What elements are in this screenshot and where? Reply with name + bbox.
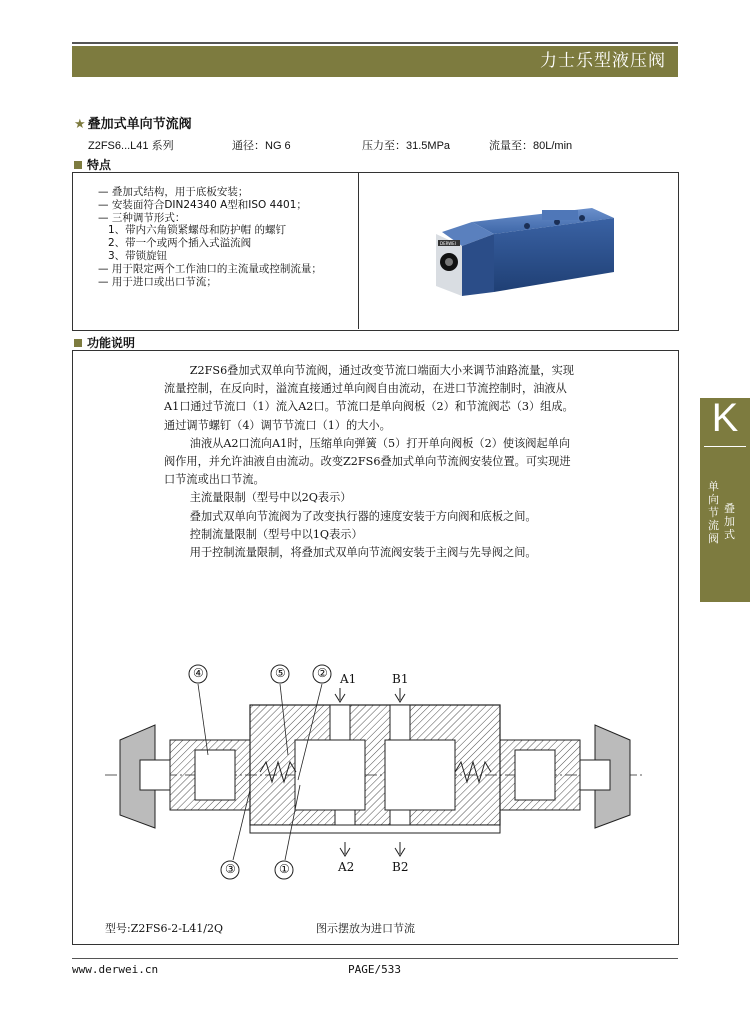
product-title-text: 叠加式单向节流阀 bbox=[87, 117, 192, 132]
star-icon: ★ bbox=[74, 117, 86, 132]
model-caption: 型号:Z2FS6-2-L41/2Q bbox=[105, 922, 223, 935]
port-b2: B2 bbox=[392, 860, 409, 874]
feature-item: 1、带内六角锁紧螺母和防护帽 的螺钉 bbox=[108, 224, 287, 237]
header-rule bbox=[72, 42, 678, 44]
callout-2: ② bbox=[317, 666, 328, 680]
feature-item: 3、带锁旋钮 bbox=[108, 249, 168, 262]
diagram-note: 图示摆放为进口节流 bbox=[316, 922, 415, 935]
side-section-tab bbox=[700, 398, 750, 602]
footer-rule bbox=[72, 958, 678, 959]
footer-url: www.derwei.cn bbox=[72, 963, 159, 976]
side-tab-col1: 单向节流阀 bbox=[708, 480, 719, 545]
valve-photo bbox=[432, 200, 622, 300]
photo-label: DERWEI bbox=[440, 241, 456, 246]
product-title bbox=[74, 113, 192, 132]
function-paragraph: Z2FS6叠加式双单向节流阀，通过改变节流口端面大小来调节油路流量，实现流量控制，在反向时，溢流直接通过单向阀自由流动，在进口节流控制时，油液从A1口通过节流口（1）流入A2口。节流口是单向阀板（2）和节流阀芯（3）组成。通过调节螺钉（4）调节节流口（1）的大小。 bbox=[164, 364, 574, 432]
features-heading-text: 特点 bbox=[87, 158, 112, 172]
side-tab-letter: K bbox=[711, 396, 739, 440]
square-bullet-icon bbox=[74, 161, 82, 169]
function-paragraph: 控制流量限制（型号中以1Q表示） bbox=[189, 527, 363, 541]
footer-page: PAGE/533 bbox=[348, 963, 401, 976]
header-title: 力士乐型液压阀 bbox=[540, 51, 666, 71]
function-paragraph: 主流量限制（型号中以2Q表示） bbox=[189, 491, 352, 505]
square-bullet-icon bbox=[74, 339, 82, 347]
spec-series: Z2FS6...L41 系列 bbox=[88, 140, 174, 152]
feature-item: 2、带一个或两个插入式溢流阀 bbox=[108, 237, 252, 250]
feature-item: — 安装面符合DIN24340 A型和ISO 4401； bbox=[98, 198, 307, 211]
port-a2: A2 bbox=[338, 860, 355, 874]
spec-bore: 通径：NG 6 bbox=[232, 140, 291, 152]
features-divider bbox=[358, 172, 359, 329]
function-paragraph: 油液从A2口流向A1时，压缩单向弹簧（5）打开单向阀板（2）使该阀起单向阀作用，并允许油液自由流动。改变Z2FS6叠加式单向节流阀安装位置。可实现进口节流或出口节流。 bbox=[164, 436, 571, 487]
features-heading bbox=[74, 156, 111, 173]
port-b1: B1 bbox=[392, 672, 409, 686]
feature-item: — 用于进口或出口节流； bbox=[98, 275, 217, 288]
callout-1: ① bbox=[279, 862, 290, 876]
valve-section-diagram bbox=[100, 660, 650, 885]
function-heading bbox=[74, 334, 135, 351]
callout-5: ⑤ bbox=[275, 666, 286, 680]
spec-pressure: 压力至：31.5MPa bbox=[362, 140, 451, 152]
function-text bbox=[164, 362, 574, 562]
callout-4: ④ bbox=[193, 666, 204, 680]
port-a1: A1 bbox=[340, 672, 357, 686]
function-heading-text: 功能说明 bbox=[87, 336, 136, 350]
side-tab-col2: 叠加式 bbox=[724, 502, 735, 541]
feature-item: — 三种调节形式： bbox=[98, 211, 186, 224]
callout-3: ③ bbox=[225, 862, 236, 876]
feature-item: — 用于限定两个工作油口的主流量或控制流量； bbox=[98, 262, 322, 275]
feature-item: — 叠加式结构，用于底板安装； bbox=[98, 186, 249, 198]
function-paragraph: 用于控制流量限制，将叠加式双单向节流阀安装于主阀与先导阀之间。 bbox=[189, 546, 537, 560]
side-tab-rule bbox=[704, 446, 746, 447]
spec-flow: 流量至：80L/min bbox=[489, 140, 573, 152]
function-paragraph: 叠加式双单向节流阀为了改变执行器的速度安装于方向阀和底板之间。 bbox=[189, 509, 537, 523]
features-list bbox=[98, 186, 322, 288]
